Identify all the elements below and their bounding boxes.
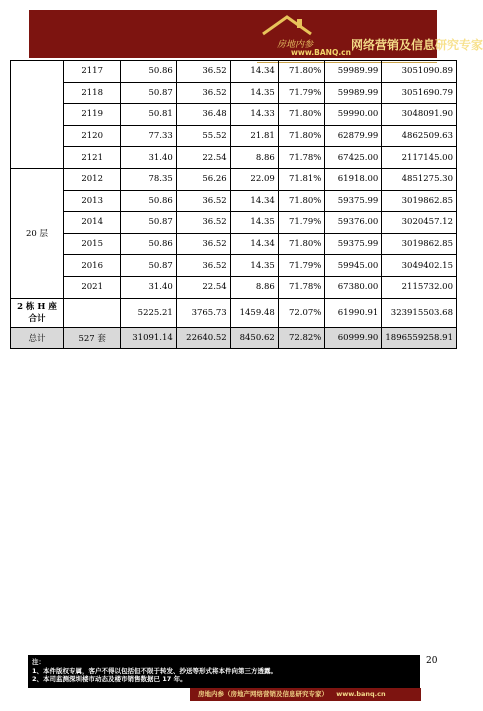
subtotal-room-cell [63, 298, 120, 327]
value-cell-d: 71.80% [278, 125, 325, 147]
value-cell-f: 3049402.15 [382, 255, 457, 277]
total-units-cell: 527 套 [63, 327, 120, 348]
table-row [11, 61, 457, 83]
table-row [11, 190, 457, 212]
value-cell-c: 21.81 [230, 125, 278, 147]
value-cell-c: 14.35 [230, 82, 278, 104]
value-cell-d: 71.80% [278, 233, 325, 255]
value-cell-b: 36.52 [176, 255, 230, 277]
footer-bar-text: 房地内参（房地产网络营销及信息研究专家） [198, 690, 328, 698]
note-title: 注： [32, 658, 45, 666]
value-cell-e: 59945.00 [325, 255, 382, 277]
value-cell-f: 3051690.79 [382, 82, 457, 104]
value-cell-b: 56.26 [176, 168, 230, 190]
table-row [11, 125, 457, 147]
total-label: 总计 [11, 327, 64, 348]
value-cell-c: 14.33 [230, 104, 278, 126]
value-cell-d: 71.80% [278, 190, 325, 212]
room-number-cell: 2013 [63, 190, 120, 212]
value-cell-d: 71.80% [278, 104, 325, 126]
logo-text: 房地内参 [277, 40, 314, 50]
room-number-cell: 2121 [63, 147, 120, 169]
subtotal-value-e: 61990.91 [325, 298, 382, 327]
total-value-d: 72.82% [278, 327, 325, 348]
header-slogan: 网络营销及信息研究专家 [351, 38, 483, 52]
value-cell-e: 59375.99 [325, 233, 382, 255]
value-cell-a: 31.40 [121, 276, 176, 298]
value-cell-f: 4862509.63 [382, 125, 457, 147]
footer-bar-url: www.banq.cn [336, 690, 386, 698]
value-cell-d: 71.80% [278, 61, 325, 83]
footer-bar [190, 688, 421, 701]
house-logo-icon [257, 14, 317, 38]
value-cell-e: 59375.99 [325, 190, 382, 212]
footer-note [28, 655, 420, 688]
value-cell-a: 50.86 [121, 190, 176, 212]
value-cell-a: 50.86 [121, 61, 176, 83]
table-row [11, 104, 457, 126]
room-number-cell: 2021 [63, 276, 120, 298]
value-cell-c: 14.34 [230, 190, 278, 212]
table-row [11, 276, 457, 298]
subtotal-value-a: 5225.21 [121, 298, 176, 327]
value-cell-d: 71.78% [278, 276, 325, 298]
value-cell-e: 59990.00 [325, 104, 382, 126]
value-cell-b: 22.54 [176, 147, 230, 169]
value-cell-e: 59989.99 [325, 61, 382, 83]
table-row [11, 147, 457, 169]
value-cell-b: 36.52 [176, 233, 230, 255]
value-cell-e: 59989.99 [325, 82, 382, 104]
value-cell-f: 4851275.30 [382, 168, 457, 190]
room-number-cell: 2012 [63, 168, 120, 190]
subtotal-value-c: 1459.48 [230, 298, 278, 327]
room-number-cell: 2015 [63, 233, 120, 255]
room-number-cell: 2118 [63, 82, 120, 104]
room-number-cell: 2120 [63, 125, 120, 147]
value-cell-f: 3020457.12 [382, 212, 457, 234]
value-cell-f: 3019862.85 [382, 233, 457, 255]
subtotal-row [11, 298, 457, 327]
room-number-cell: 2016 [63, 255, 120, 277]
value-cell-d: 71.81% [278, 168, 325, 190]
value-cell-c: 14.35 [230, 255, 278, 277]
total-value-e: 60999.90 [325, 327, 382, 348]
table-row [11, 168, 457, 190]
value-cell-b: 36.52 [176, 61, 230, 83]
value-cell-a: 50.87 [121, 82, 176, 104]
value-cell-a: 31.40 [121, 147, 176, 169]
subtotal-label-line1: 2 栋 H 座 [17, 301, 57, 312]
subtotal-label [11, 298, 64, 327]
value-cell-a: 50.87 [121, 255, 176, 277]
value-cell-c: 14.34 [230, 61, 278, 83]
value-cell-d: 71.79% [278, 82, 325, 104]
value-cell-b: 36.52 [176, 212, 230, 234]
value-cell-b: 22.54 [176, 276, 230, 298]
value-cell-a: 50.81 [121, 104, 176, 126]
total-value-b: 22640.52 [176, 327, 230, 348]
total-value-a: 31091.14 [121, 327, 176, 348]
value-cell-d: 71.79% [278, 255, 325, 277]
value-cell-e: 67380.00 [325, 276, 382, 298]
value-cell-a: 50.86 [121, 233, 176, 255]
value-cell-d: 71.78% [278, 147, 325, 169]
value-cell-a: 77.33 [121, 125, 176, 147]
sales-table [10, 60, 457, 349]
value-cell-b: 55.52 [176, 125, 230, 147]
value-cell-c: 22.09 [230, 168, 278, 190]
value-cell-f: 3048091.90 [382, 104, 457, 126]
value-cell-f: 2115732.00 [382, 276, 457, 298]
value-cell-b: 36.48 [176, 104, 230, 126]
subtotal-value-b: 3765.73 [176, 298, 230, 327]
table-row [11, 255, 457, 277]
note-line-1: 1、本件版权专属，客户不得以包括但不限于转发、抄送等形式将本件向第三方透露。 [32, 666, 278, 675]
total-value-c: 8450.62 [230, 327, 278, 348]
table-row [11, 233, 457, 255]
value-cell-d: 71.79% [278, 212, 325, 234]
room-number-cell: 2119 [63, 104, 120, 126]
value-cell-b: 36.52 [176, 190, 230, 212]
header-banner [29, 10, 483, 58]
subtotal-label-line2: 合计 [28, 313, 46, 324]
subtotal-value-d: 72.07% [278, 298, 325, 327]
room-number-cell: 2014 [63, 212, 120, 234]
room-number-cell: 2117 [63, 61, 120, 83]
value-cell-a: 78.35 [121, 168, 176, 190]
floor-group-label: 20 层 [11, 168, 64, 298]
value-cell-e: 59376.00 [325, 212, 382, 234]
floor-group-cell [11, 61, 64, 169]
value-cell-e: 67425.00 [325, 147, 382, 169]
value-cell-f: 2117145.00 [382, 147, 457, 169]
note-line-2: 2、本司监测深圳楼市动态及楼市销售数据已 17 年。 [32, 675, 187, 683]
value-cell-f: 3019862.85 [382, 190, 457, 212]
table-row [11, 82, 457, 104]
value-cell-b: 36.52 [176, 82, 230, 104]
table-row [11, 212, 457, 234]
logo-url: www.BANQ.cn [291, 48, 351, 57]
value-cell-c: 8.86 [230, 147, 278, 169]
total-value-f: 1896559258.91 [382, 327, 457, 348]
value-cell-c: 8.86 [230, 276, 278, 298]
page-number: 20 [426, 656, 438, 666]
subtotal-value-f: 323915503.68 [382, 298, 457, 327]
value-cell-f: 3051090.89 [382, 61, 457, 83]
value-cell-e: 61918.00 [325, 168, 382, 190]
value-cell-c: 14.34 [230, 233, 278, 255]
value-cell-a: 50.87 [121, 212, 176, 234]
total-row [11, 327, 457, 348]
value-cell-c: 14.35 [230, 212, 278, 234]
value-cell-e: 62879.99 [325, 125, 382, 147]
